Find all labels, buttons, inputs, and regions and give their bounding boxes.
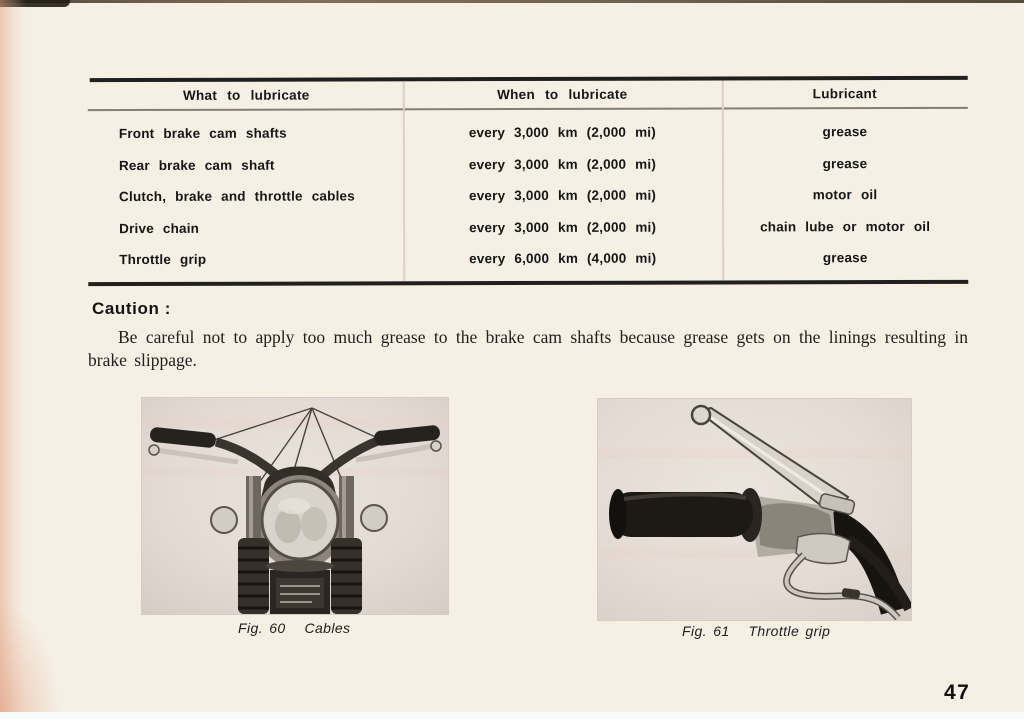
cell-what: Rear brake cam shaft bbox=[118, 157, 275, 173]
cell-lubricant: grease bbox=[822, 155, 868, 171]
cell-lubricant: motor oil bbox=[812, 187, 878, 203]
caution-heading: Caution : bbox=[92, 299, 172, 318]
cell-when: every 3,000 km (2,000 mi) bbox=[468, 187, 657, 204]
cell-when: every 3,000 km (2,000 mi) bbox=[469, 219, 657, 235]
scan-top-edge bbox=[0, 0, 1024, 3]
table-row bbox=[90, 116, 968, 150]
scan-bottom-edge bbox=[0, 712, 1024, 719]
table-header-when: When to lubricate bbox=[497, 86, 628, 103]
table-row bbox=[90, 242, 968, 276]
cell-lubricant: chain lube or motor oil bbox=[760, 218, 931, 235]
table-header-lubricant: Lubricant bbox=[812, 86, 877, 102]
fig-60-photo bbox=[142, 398, 448, 614]
fig-61-photo bbox=[598, 399, 911, 620]
table-header-row bbox=[90, 80, 968, 109]
table-row bbox=[90, 179, 968, 213]
caution-text: Be careful not to apply too much grease to the brake cam shafts because grease gets on the linings resulting in brake slippage. bbox=[88, 327, 968, 370]
cell-what: Front brake cam shafts bbox=[118, 125, 287, 142]
cell-lubricant: grease bbox=[822, 124, 868, 140]
cell-what: Throttle grip bbox=[119, 252, 207, 268]
page-number: 47 bbox=[944, 681, 971, 704]
cell-lubricant: grease bbox=[822, 250, 868, 266]
table-body bbox=[90, 109, 968, 282]
figure-61-caption: Fig. 61 Throttle grip bbox=[682, 623, 831, 639]
figure-60-caption: Fig. 60 Cables bbox=[238, 620, 351, 636]
cell-what: Drive chain bbox=[119, 220, 200, 236]
table-header-what: What to lubricate bbox=[182, 87, 310, 103]
scan-bottom-left-tint bbox=[0, 599, 60, 719]
lubrication-table bbox=[90, 76, 969, 286]
figure-61 bbox=[598, 399, 911, 620]
cell-when: every 3,000 km (2,000 mi) bbox=[468, 124, 656, 141]
cell-when: every 3,000 km (2,000 mi) bbox=[468, 156, 657, 172]
table-row bbox=[90, 147, 968, 181]
cell-what: Clutch, brake and throttle cables bbox=[119, 188, 355, 205]
figure-60 bbox=[142, 398, 448, 614]
cell-when: every 6,000 km (4,000 mi) bbox=[469, 250, 657, 267]
table-row bbox=[90, 210, 968, 244]
